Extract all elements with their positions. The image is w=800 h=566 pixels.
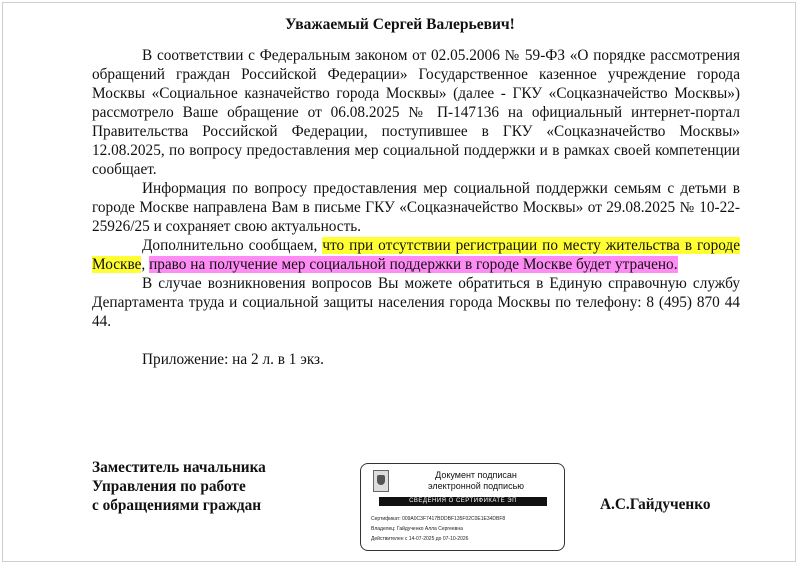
signer-title-line: с обращениями граждан — [92, 497, 262, 514]
certificate-info-bar: СВЕДЕНИЯ О СЕРТИФИКАТЕ ЭП — [379, 497, 547, 506]
certificate-details — [371, 514, 505, 544]
greeting-heading: Уважаемый Сергей Валерьевич! — [285, 16, 515, 33]
signer-title — [92, 458, 266, 515]
paragraph-4: В случае возникновения вопросов Вы можете обратиться в Единую справочную службу Департамента труда и социальной защиты населения города Москвы по телефону: 8 (495) 870 44 44. — [92, 275, 740, 330]
certificate-number: Сертификат: 009A0C3F7417BDDBF135F02C0E1E34DBF8 — [371, 516, 506, 522]
letter-body — [92, 46, 740, 369]
paragraph-3 — [92, 236, 740, 274]
stamp-heading — [401, 470, 551, 492]
moscow-emblem-icon — [373, 470, 389, 492]
paragraph-2: Информация по вопросу предоставления мер социальной поддержки семьям с детьми в городе Москве направлена Вам в письме ГКУ «Соцказначейство Москвы» от 29.08.2025 № 10-22-25926/25 и сохраняет свою актуальность. — [92, 180, 740, 235]
certificate-owner: Владелец: Гайдученко Алла Сергеевна — [371, 526, 463, 532]
signer-name: А.С.Гайдученко — [600, 496, 711, 513]
highlight-loss-of-rights: право на получение мер социальной поддержки в городе Москве будет утрачено. — [149, 256, 678, 273]
signer-title-line: Управления по работе — [92, 478, 246, 495]
paragraph-1: В соответствии с Федеральным законом от 02.05.2006 № 59-ФЗ «О порядке рассмотрения обращений граждан Российской Федерации» Государственное казенное учреждение города Москвы «Социальное казначейство города Москвы» (далее - ГКУ «Соцказначейство Москвы») рассмотрело Ваше обращение от 06.08.2025 № П-147136 на официальный интернет-портал Правительства Российской Федерации, поступившее в ГКУ «Соцказначейство Москвы» 12.08.2025, по вопросу предоставления мер социальной поддержки и в рамках своей компетенции сообщает. — [92, 47, 740, 178]
paragraph-3-prefix: Дополнительно сообщаем, — [142, 237, 323, 254]
highlight-registration: что при отсутствии регистрации по месту жительства в городе Москве — [92, 237, 740, 273]
certificate-validity: Действителен с 14-07-2025 до 07-10-2026 — [371, 536, 469, 542]
stamp-line-1: Документ подписан — [435, 470, 517, 480]
electronic-signature-stamp — [360, 463, 565, 551]
attachment-note: Приложение: на 2 л. в 1 экз. — [142, 351, 324, 368]
paragraph-3-separator: , — [141, 256, 150, 273]
signer-title-line: Заместитель начальника — [92, 459, 266, 476]
stamp-line-2: электронной подписью — [427, 481, 525, 491]
